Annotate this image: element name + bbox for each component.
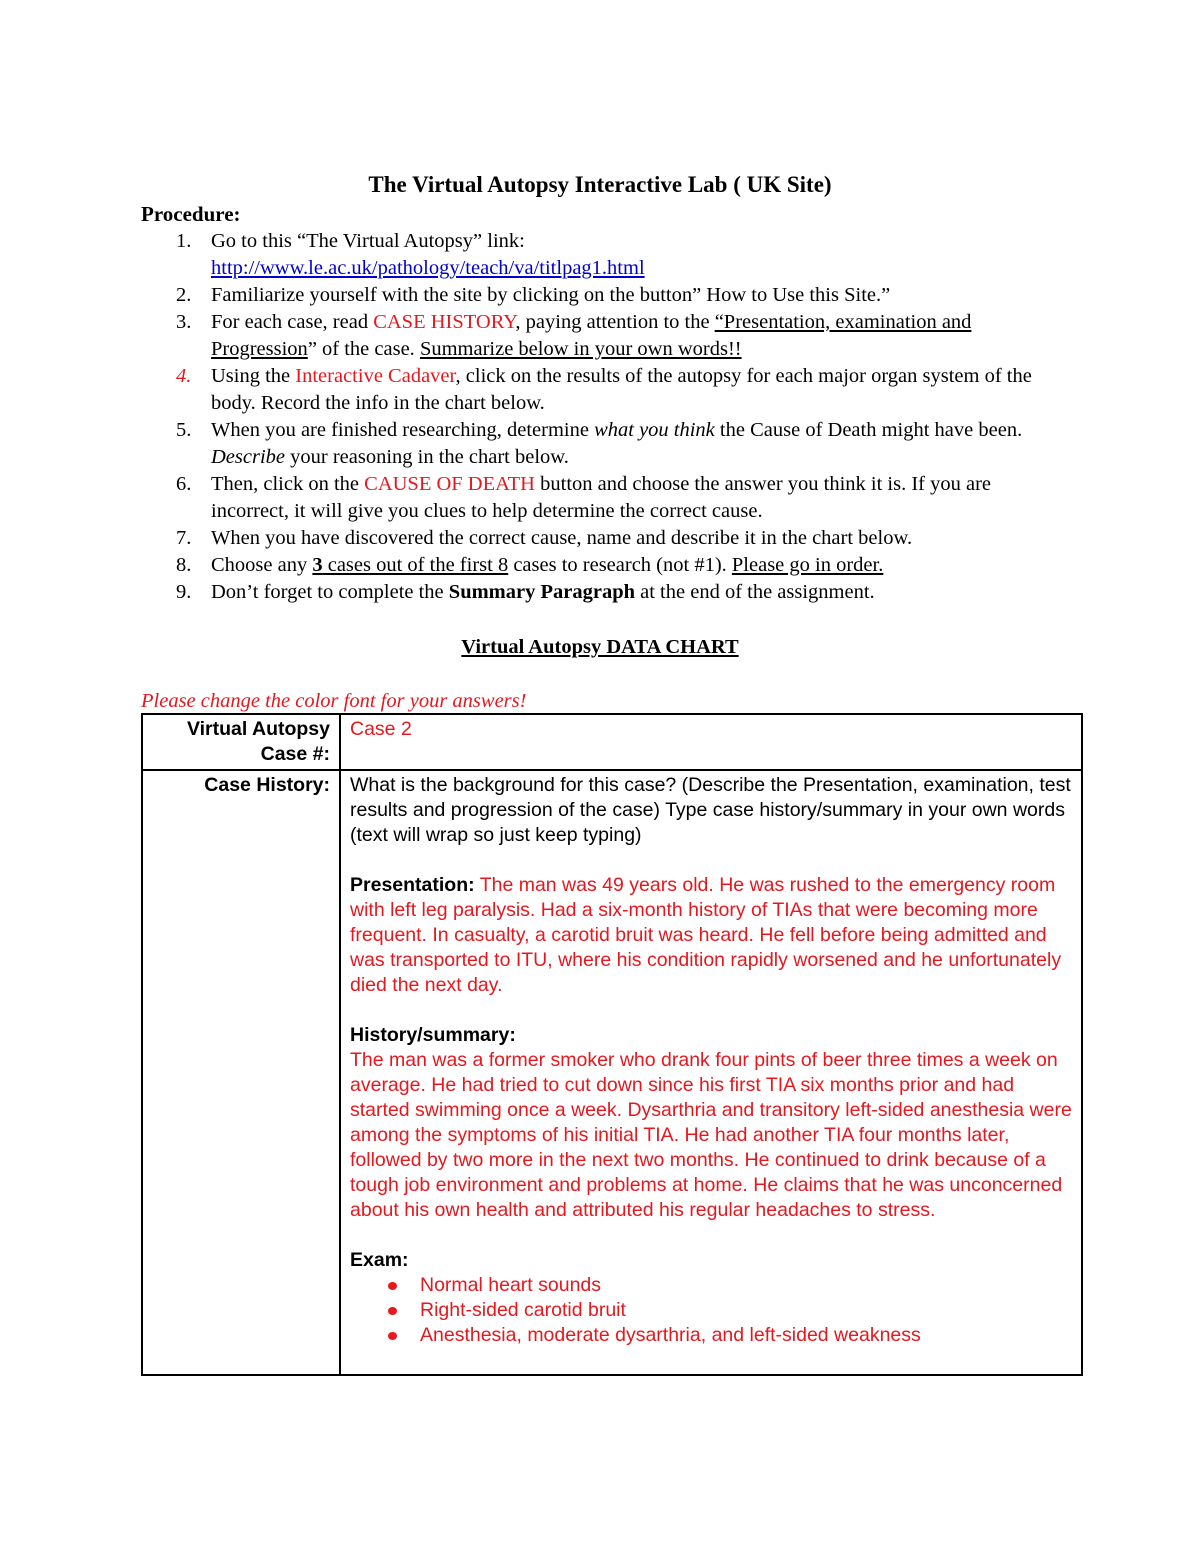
- exam-section: [350, 1248, 1072, 1348]
- step-5: 5. When you are finished researching, determine what you think the Cause of Death might have been. Describe your reasoning in the chart below.: [176, 419, 1023, 468]
- step-1: 1. Go to this “The Virtual Autopsy” link: http://www.le.ac.uk/pathology/teach/va/titlpag1.html: [176, 230, 645, 279]
- step-4: 4. Using the Interactive Cadaver, click on the results of the autopsy for each major organ system of the body. Record the info in the chart below.: [176, 365, 1032, 414]
- case-number-value[interactable]: Case 2: [340, 714, 1082, 770]
- procedure-steps: [141, 228, 1061, 606]
- color-font-instruction: Please change the color font for your answers!: [141, 690, 527, 712]
- presentation-section: [350, 873, 1072, 998]
- presentation-label: Presentation:: [350, 874, 475, 896]
- data-chart-title: Virtual Autopsy DATA CHART: [461, 636, 739, 658]
- history-summary-section: [350, 1023, 1072, 1223]
- history-summary-label: History/summary:: [350, 1024, 516, 1046]
- exam-label: Exam:: [350, 1249, 409, 1271]
- document-title: The Virtual Autopsy Interactive Lab ( UK Site): [368, 172, 832, 197]
- case-history-answer[interactable]: [340, 770, 1082, 1375]
- history-summary-text: The man was a former smoker who drank four pints of beer three times a week on average. He had tried to cut down since his first TIA six months prior and had started swimming once a week. Dysarthria and transitory left-sided anesthesia were among the symptoms of his initial TIA. He had another TIA four months later, followed by two more in the next two months. He continued to drink because of a tough job environment and problems at home. He claims that he was unconcerned about his own health and attributed his regular headaches to stress.: [350, 1049, 1072, 1221]
- step-2: 2. Familiarize yourself with the site by clicking on the button” How to Use this Site.”: [176, 284, 891, 306]
- bullet-icon: [388, 1307, 397, 1315]
- case-number-row: [142, 714, 1082, 770]
- step-3: 3. For each case, read CASE HISTORY, paying attention to the “Presentation, examination and Progression” of the case. Summarize below in your own words!!: [176, 311, 972, 360]
- list-item: Anesthesia, moderate dysarthria, and left-sided weakness: [386, 1323, 1072, 1348]
- step-7: 7. When you have discovered the correct cause, name and describe it in the chart below.: [176, 527, 913, 549]
- case-history-row: [142, 770, 1082, 1375]
- list-item: Normal heart sounds: [386, 1273, 1072, 1298]
- step-6: 6. Then, click on the CAUSE OF DEATH button and choose the answer you think it is. If you are incorrect, it will give you clues to help determine the correct cause.: [176, 473, 992, 522]
- case-history-keyword: CASE HISTORY: [373, 311, 516, 333]
- presentation-text: The man was 49 years old. He was rushed to the emergency room with left leg paralysis. Had a six-month history of TIAs that were becoming more frequent. In casualty, a carotid bruit was heard. He fell before being admitted and was transported to ITU, where his condition rapidly worsened and he unfortunately died the next day.: [350, 874, 1062, 996]
- procedure-heading: Procedure:: [141, 202, 241, 226]
- exam-list: [350, 1273, 1072, 1348]
- cause-of-death-keyword: CAUSE OF DEATH: [364, 473, 535, 495]
- virtual-autopsy-link[interactable]: http://www.le.ac.uk/pathology/teach/va/titlpag1.html: [211, 257, 645, 279]
- case-history-prompt: What is the background for this case? (Describe the Presentation, examination, test results and progression of the case) Type case history/summary in your own words (text will wrap so just keep typing): [350, 774, 1071, 846]
- step-8: 8. Choose any 3 cases out of the first 8 cases to research (not #1). Please go in order.: [176, 554, 884, 576]
- interactive-cadaver-keyword: Interactive Cadaver: [295, 365, 456, 387]
- bullet-icon: [388, 1332, 397, 1340]
- list-item: Right-sided carotid bruit: [386, 1298, 1072, 1323]
- step-9: 9. Don’t forget to complete the Summary Paragraph at the end of the assignment.: [176, 581, 875, 603]
- bullet-icon: [388, 1282, 397, 1290]
- case-history-label: Case History:: [142, 770, 340, 1375]
- case-number-label: Virtual Autopsy Case #:: [142, 714, 340, 770]
- data-chart-table: [141, 713, 1083, 1376]
